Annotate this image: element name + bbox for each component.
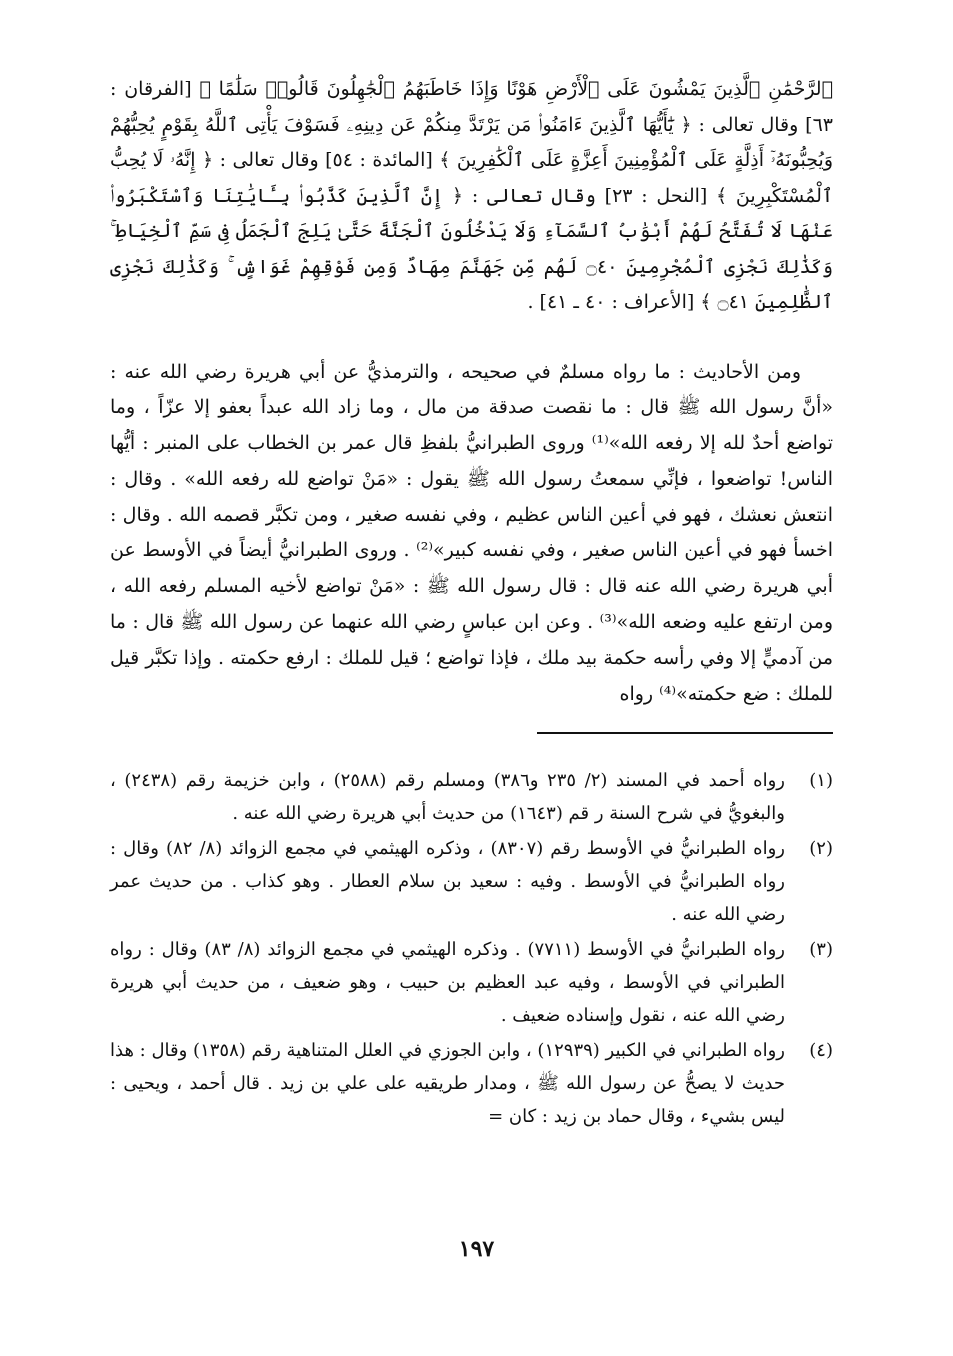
footnote-separator-wrap: [110, 712, 833, 734]
footnote-1: [110, 764, 833, 830]
quran-verses-paragraph: ٱلرَّحْمَٰنِ ٱلَّذِينَ يَمْشُونَ عَلَى ٱلْأَرْضِ هَوْنًا وَإِذَا خَاطَبَهُمُ ٱلْجَٰهِلُونَ قَالُوا۟ سَلَٰمًا ﴾ [الفرقان : ٦٣] وقال تعالى : ﴿ يَٰٓأَيُّهَا ٱلَّذِينَ ءَامَنُوا۟ مَن يَرْتَدَّ مِنكُمْ عَن دِينِهِۦ فَسَوْفَ يَأْتِى ٱللَّهُ بِقَوْمٍ يُحِبُّهُمْ وَيُحِبُّونَهُۥٓ أَذِلَّةٍ عَلَى ٱلْمُؤْمِنِينَ أَعِزَّةٍ عَلَى ٱلْكَٰفِرِينَ ﴾ [المائدة : ٥٤] وقال تعالى : ﴿ إِنَّهُۥ لَا يُحِبُّ ٱلْمُسْتَكْبِرِينَ ﴾ [النحل : ٢٣] وقال تعالى : ﴿ إِنَّ ٱلَّذِينَ كَذَّبُوا۟ بِـَٔايَٰتِنَا وَٱسْتَكْبَرُوا۟ عَنْهَا لَا تُفَتَّحُ لَهُمْ أَبْوَٰبُ ٱلسَّمَآءِ وَلَا يَدْخُلُونَ ٱلْجَنَّةَ حَتَّىٰ يَلِجَ ٱلْجَمَلُ فِى سَمِّ ٱلْخِيَاطِ ۚ وَكَذَٰلِكَ نَجْزِى ٱلْمُجْرِمِينَ ۝٤٠ لَهُم مِّن جَهَنَّمَ مِهَادٌ وَمِن فَوْقِهِمْ غَوَاشٍ ۚ وَكَذَٰلِكَ نَجْزِى ٱلظَّٰلِمِينَ ۝٤١ ﴾ [الأعراف : ٤٠ ـ ٤١] .: [110, 78, 834, 313]
footnote-number: (١): [809, 770, 833, 792]
footnote-text: رواه الطبرانيُّ في الأوسط رقم (٨٣٠٧) ، وذكره الهيثمي في مجمع الزوائد (٨/ ٨٢) وقال : رواه الطبرانيُّ في الأوسط . وفيه : سعيد بن سلام العطار . وهو كذاب . من حديث عمر رضي الله عنه .: [110, 838, 785, 926]
hadith-paragraph: ومن الأحاديث : ما رواه مسلمٌ في صحيحه ، والترمذيُّ عن أبي هريرة رضي الله عنه : «أنَّ رسول الله ﷺ قال : ما نقصت صدقة من مال ، وما زاد الله عبداً بعفو إلا عزّاً ، وما تواضع أحدٌ لله إلا رفعه الله»⁽¹⁾ وروى الطبرانيُّ بلفظِ قال عمر بن الخطاب على المنبر : أيُّها الناس! تواضعوا ، فإنِّي سمعتُ رسول الله ﷺ يقول : «مَنْ تواضع لله رفعه الله» . وقال : انتعش نعشك ، فهو في أعين الناس عظيم ، وفي نفسه صغير ، ومن تكبَّر قصمه الله . وقال : اخسأ فهو في أعين الناس صغير ، وفي نفسه كبير»⁽²⁾ . وروى الطبرانيُّ أيضاً في الأوسط عن أبي هريرة رضي الله عنه قال : قال رسول الله ﷺ : «مَنْ تواضع لأخيه المسلم رفعه الله ، ومن ارتفع عليه وضعه الله»⁽³⁾ . وعن ابن عباسٍ رضي الله عنهما عن رسول الله ﷺ قال : ما من آدميٍّ إلا وفي رأسه حكمة بيد ملك ، فإذا تواضع ؛ قيل للملك : ارفع حكمته . وإذا تكبَّر قيل للملك : ضع حكمته»⁽⁴⁾ رواه: [110, 360, 833, 705]
footnote-separator: [537, 732, 833, 734]
footnote-number: (٤): [809, 1040, 833, 1062]
book-page: [110, 72, 833, 1316]
footnote-text: رواه الطبرانيُّ في الأوسط (٧٧١١) . وذكره الهيثمي في مجمع الزوائد (٨/ ٨٣) وقال : رواه الطبراني في الأوسط ، وفيه عبد العظيم بن حبيب ، وهو ضعيف ، من حديث أبي هريرة رضي الله عنه ، نقول وإسناده ضعيف .: [110, 939, 785, 1027]
footnote-text: رواه أحمد في المسند (٢/ ٢٣٥ و٣٨٦) ومسلم رقم (٢٥٨٨) ، وابن خزيمة رقم (٢٤٣٨) ، والبغويُّ في شرح السنة ر قم (١٦٤٣) من حديث أبي هريرة رضي الله عنه .: [110, 770, 785, 825]
footnote-4: [110, 1034, 833, 1133]
footnote-text: رواه الطبراني في الكبير (١٢٩٣٩) ، وابن الجوزي في العلل المتناهية رقم (١٣٥٨) وقال : هذا حديث لا يصحُّ عن رسول الله ﷺ ، ومدار طريقيه على علي بن زيد . قال أحمد ، ويحيى : ليس بشيء ، وقال حماد بن زيد : كان =: [110, 1040, 785, 1128]
footnotes: [110, 764, 833, 1133]
footnote-number: (٣): [809, 939, 833, 961]
footnote-2: [110, 832, 833, 931]
footnote-3: [110, 933, 833, 1032]
page-number: ١٩٧: [458, 1236, 495, 1262]
footnote-number: (٢): [809, 838, 833, 860]
